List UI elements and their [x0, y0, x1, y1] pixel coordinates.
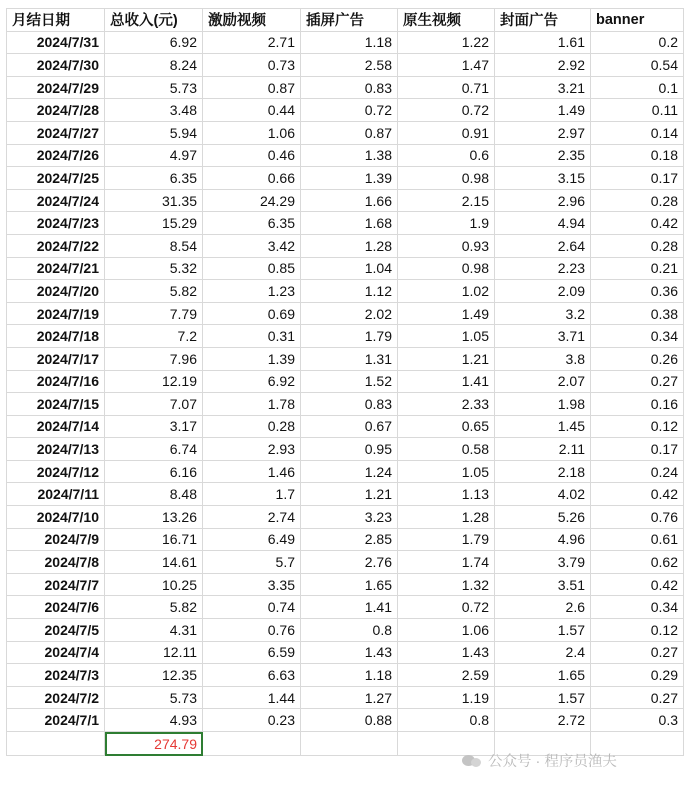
cell-interstitial[interactable]: 2.58: [301, 54, 398, 77]
table-row: [7, 506, 684, 529]
cell-native-video[interactable]: 1.05: [398, 460, 495, 483]
cell-rewarded-video[interactable]: 3.42: [203, 234, 301, 257]
spreadsheet-table: [6, 8, 684, 756]
cell-banner[interactable]: 0.2: [591, 31, 684, 54]
table-row: [7, 280, 684, 303]
cell-total[interactable]: 15.29: [105, 212, 203, 235]
cell-native-video[interactable]: 1.43: [398, 641, 495, 664]
cell-cover-ad[interactable]: 4.02: [495, 483, 591, 506]
cell-date[interactable]: 2024/7/13: [7, 438, 105, 461]
cell-banner[interactable]: 0.26: [591, 347, 684, 370]
cell-date[interactable]: 2024/7/17: [7, 347, 105, 370]
cell-cover-ad[interactable]: 2.96: [495, 189, 591, 212]
cell-native-video[interactable]: 1.32: [398, 573, 495, 596]
cell-rewarded-video[interactable]: 0.73: [203, 54, 301, 77]
cell-cover-ad[interactable]: 3.51: [495, 573, 591, 596]
cell-total[interactable]: 8.48: [105, 483, 203, 506]
cell-total[interactable]: 14.61: [105, 551, 203, 574]
table-row: [7, 551, 684, 574]
cell-total[interactable]: 5.94: [105, 121, 203, 144]
cell-native-video[interactable]: 0.65: [398, 415, 495, 438]
cell-native-video[interactable]: 1.06: [398, 619, 495, 642]
table-row: [7, 189, 684, 212]
cell-date[interactable]: 2024/7/1: [7, 709, 105, 732]
cell-cover-ad[interactable]: 4.94: [495, 212, 591, 235]
table-row: [7, 460, 684, 483]
cell-native-video[interactable]: 1.02: [398, 280, 495, 303]
cell-native-video[interactable]: 1.9: [398, 212, 495, 235]
cell-banner[interactable]: 0.28: [591, 234, 684, 257]
cell-banner[interactable]: 0.36: [591, 280, 684, 303]
cell-rewarded-video[interactable]: 24.29: [203, 189, 301, 212]
cell-native-video[interactable]: 1.19: [398, 686, 495, 709]
cell-rewarded-video[interactable]: 0.76: [203, 619, 301, 642]
cell-banner[interactable]: 0.12: [591, 619, 684, 642]
cell-cover-ad[interactable]: 2.23: [495, 257, 591, 280]
cell-interstitial[interactable]: 1.31: [301, 347, 398, 370]
header-cell-rewarded-video[interactable]: 激励视频: [203, 9, 301, 32]
cell-native-video[interactable]: 1.47: [398, 54, 495, 77]
cell-total[interactable]: 13.26: [105, 506, 203, 529]
cell-date[interactable]: 2024/7/2: [7, 686, 105, 709]
cell-rewarded-video[interactable]: 6.59: [203, 641, 301, 664]
cell-banner[interactable]: 0.62: [591, 551, 684, 574]
table-row: [7, 302, 684, 325]
cell-date[interactable]: 2024/7/31: [7, 31, 105, 54]
cell-cover-ad[interactable]: 1.98: [495, 393, 591, 416]
cell-total[interactable]: 6.92: [105, 31, 203, 54]
cell-interstitial[interactable]: 1.68: [301, 212, 398, 235]
cell-date[interactable]: 2024/7/16: [7, 370, 105, 393]
cell-banner[interactable]: 0.38: [591, 302, 684, 325]
cell-native-video[interactable]: 1.79: [398, 528, 495, 551]
header-cell-interstitial[interactable]: 插屏广告: [301, 9, 398, 32]
table-row: [7, 686, 684, 709]
cell-rewarded-video[interactable]: 1.7: [203, 483, 301, 506]
table-row: [7, 415, 684, 438]
cell-total[interactable]: 5.73: [105, 76, 203, 99]
cell-interstitial[interactable]: 2.85: [301, 528, 398, 551]
cell-native-video[interactable]: 1.21: [398, 347, 495, 370]
table-row: [7, 76, 684, 99]
cell-total[interactable]: 7.79: [105, 302, 203, 325]
cell-rewarded-video[interactable]: 0.44: [203, 99, 301, 122]
cell-rewarded-video[interactable]: 1.39: [203, 347, 301, 370]
cell-date[interactable]: 2024/7/25: [7, 167, 105, 190]
cell-native-video[interactable]: 1.49: [398, 302, 495, 325]
cell-banner[interactable]: 0.61: [591, 528, 684, 551]
cell-date[interactable]: 2024/7/18: [7, 325, 105, 348]
table-row: [7, 31, 684, 54]
cell-rewarded-video[interactable]: 0.28: [203, 415, 301, 438]
cell-rewarded-video[interactable]: 3.35: [203, 573, 301, 596]
cell-date[interactable]: 2024/7/29: [7, 76, 105, 99]
cell-banner[interactable]: 0.11: [591, 99, 684, 122]
cell-cover-ad[interactable]: 2.6: [495, 596, 591, 619]
cell-cover-ad[interactable]: 3.21: [495, 76, 591, 99]
cell-banner[interactable]: 0.27: [591, 370, 684, 393]
cell-native-video[interactable]: 2.15: [398, 189, 495, 212]
cell-rewarded-video[interactable]: 6.63: [203, 664, 301, 687]
empty-cell[interactable]: [7, 732, 105, 756]
empty-cell[interactable]: [591, 732, 684, 756]
table-row: [7, 573, 684, 596]
cell-date[interactable]: 2024/7/28: [7, 99, 105, 122]
cell-cover-ad[interactable]: 2.72: [495, 709, 591, 732]
cell-total[interactable]: 8.54: [105, 234, 203, 257]
cell-interstitial[interactable]: 2.76: [301, 551, 398, 574]
cell-interstitial[interactable]: 0.72: [301, 99, 398, 122]
cell-rewarded-video[interactable]: 6.35: [203, 212, 301, 235]
cell-interstitial[interactable]: 2.02: [301, 302, 398, 325]
header-cell-cover-ad[interactable]: 封面广告: [495, 9, 591, 32]
cell-date[interactable]: 2024/7/21: [7, 257, 105, 280]
cell-interstitial[interactable]: 1.18: [301, 31, 398, 54]
cell-banner[interactable]: 0.76: [591, 506, 684, 529]
cell-cover-ad[interactable]: 3.71: [495, 325, 591, 348]
cell-cover-ad[interactable]: 2.09: [495, 280, 591, 303]
cell-banner[interactable]: 0.21: [591, 257, 684, 280]
cell-date[interactable]: 2024/7/7: [7, 573, 105, 596]
total-sum-cell[interactable]: 274.79: [105, 732, 203, 756]
cell-cover-ad[interactable]: 1.57: [495, 619, 591, 642]
cell-total[interactable]: 10.25: [105, 573, 203, 596]
cell-native-video[interactable]: 0.91: [398, 121, 495, 144]
cell-date[interactable]: 2024/7/11: [7, 483, 105, 506]
table-row: [7, 641, 684, 664]
cell-native-video[interactable]: 2.33: [398, 393, 495, 416]
table-row: [7, 257, 684, 280]
cell-cover-ad[interactable]: 2.4: [495, 641, 591, 664]
cell-cover-ad[interactable]: 2.11: [495, 438, 591, 461]
cell-cover-ad[interactable]: 2.35: [495, 144, 591, 167]
table-row: [7, 528, 684, 551]
cell-rewarded-video[interactable]: 1.23: [203, 280, 301, 303]
cell-rewarded-video[interactable]: 1.46: [203, 460, 301, 483]
cell-cover-ad[interactable]: 2.64: [495, 234, 591, 257]
cell-total[interactable]: 7.96: [105, 347, 203, 370]
cell-total[interactable]: 6.35: [105, 167, 203, 190]
cell-interstitial[interactable]: 1.43: [301, 641, 398, 664]
table-row: [7, 664, 684, 687]
cell-interstitial[interactable]: 1.66: [301, 189, 398, 212]
cell-interstitial[interactable]: 1.12: [301, 280, 398, 303]
header-cell-date[interactable]: 月结日期: [7, 9, 105, 32]
cell-date[interactable]: 2024/7/22: [7, 234, 105, 257]
cell-date[interactable]: 2024/7/9: [7, 528, 105, 551]
table-row: [7, 212, 684, 235]
cell-cover-ad[interactable]: 4.96: [495, 528, 591, 551]
cell-total[interactable]: 12.11: [105, 641, 203, 664]
cell-total[interactable]: 12.19: [105, 370, 203, 393]
cell-rewarded-video[interactable]: 6.92: [203, 370, 301, 393]
table-row: [7, 167, 684, 190]
cell-native-video[interactable]: 1.13: [398, 483, 495, 506]
header-row: [7, 9, 684, 32]
header-cell-native-video[interactable]: 原生视频: [398, 9, 495, 32]
cell-rewarded-video[interactable]: 0.46: [203, 144, 301, 167]
cell-total[interactable]: 5.73: [105, 686, 203, 709]
table-row: [7, 54, 684, 77]
empty-cell[interactable]: [398, 732, 495, 756]
cell-total[interactable]: 3.48: [105, 99, 203, 122]
cell-date[interactable]: 2024/7/8: [7, 551, 105, 574]
cell-date[interactable]: 2024/7/15: [7, 393, 105, 416]
cell-total[interactable]: 7.07: [105, 393, 203, 416]
cell-rewarded-video[interactable]: 1.44: [203, 686, 301, 709]
cell-total[interactable]: 12.35: [105, 664, 203, 687]
cell-native-video[interactable]: 1.28: [398, 506, 495, 529]
cell-interstitial[interactable]: 0.83: [301, 393, 398, 416]
cell-rewarded-video[interactable]: 0.66: [203, 167, 301, 190]
table-row: [7, 393, 684, 416]
cell-total[interactable]: 31.35: [105, 189, 203, 212]
cell-cover-ad[interactable]: 3.79: [495, 551, 591, 574]
cell-date[interactable]: 2024/7/12: [7, 460, 105, 483]
cell-cover-ad[interactable]: 1.49: [495, 99, 591, 122]
cell-banner[interactable]: 0.3: [591, 709, 684, 732]
cell-banner[interactable]: 0.17: [591, 438, 684, 461]
cell-banner[interactable]: 0.24: [591, 460, 684, 483]
table-row: [7, 144, 684, 167]
cell-banner[interactable]: 0.27: [591, 686, 684, 709]
cell-date[interactable]: 2024/7/20: [7, 280, 105, 303]
cell-rewarded-video[interactable]: 2.74: [203, 506, 301, 529]
cell-cover-ad[interactable]: 1.57: [495, 686, 591, 709]
cell-date[interactable]: 2024/7/5: [7, 619, 105, 642]
table-row: [7, 596, 684, 619]
table-row: [7, 483, 684, 506]
cell-banner[interactable]: 0.18: [591, 144, 684, 167]
cell-cover-ad[interactable]: 2.97: [495, 121, 591, 144]
cell-banner[interactable]: 0.34: [591, 325, 684, 348]
cell-banner[interactable]: 0.54: [591, 54, 684, 77]
cell-total[interactable]: 16.71: [105, 528, 203, 551]
cell-rewarded-video[interactable]: 1.06: [203, 121, 301, 144]
cell-date[interactable]: 2024/7/30: [7, 54, 105, 77]
cell-native-video[interactable]: 1.05: [398, 325, 495, 348]
cell-banner[interactable]: 0.27: [591, 641, 684, 664]
cell-interstitial[interactable]: 0.87: [301, 121, 398, 144]
cell-date[interactable]: 2024/7/27: [7, 121, 105, 144]
cell-cover-ad[interactable]: 5.26: [495, 506, 591, 529]
cell-banner[interactable]: 0.1: [591, 76, 684, 99]
cell-banner[interactable]: 0.12: [591, 415, 684, 438]
cell-native-video[interactable]: 0.6: [398, 144, 495, 167]
cell-rewarded-video[interactable]: 1.78: [203, 393, 301, 416]
cell-rewarded-video[interactable]: 0.74: [203, 596, 301, 619]
cell-interstitial[interactable]: 1.65: [301, 573, 398, 596]
header-cell-banner[interactable]: banner: [591, 9, 684, 32]
cell-interstitial[interactable]: 0.95: [301, 438, 398, 461]
cell-date[interactable]: 2024/7/3: [7, 664, 105, 687]
cell-banner[interactable]: 0.42: [591, 483, 684, 506]
table-row: [7, 347, 684, 370]
cell-native-video[interactable]: 0.71: [398, 76, 495, 99]
cell-total[interactable]: 8.24: [105, 54, 203, 77]
cell-cover-ad[interactable]: 1.65: [495, 664, 591, 687]
cell-total[interactable]: 7.2: [105, 325, 203, 348]
cell-native-video[interactable]: 1.41: [398, 370, 495, 393]
table-row: [7, 121, 684, 144]
cell-interstitial[interactable]: 1.18: [301, 664, 398, 687]
cell-banner[interactable]: 0.29: [591, 664, 684, 687]
cell-interstitial[interactable]: 1.21: [301, 483, 398, 506]
cell-interstitial[interactable]: 1.52: [301, 370, 398, 393]
cell-cover-ad[interactable]: 1.45: [495, 415, 591, 438]
cell-total[interactable]: 6.16: [105, 460, 203, 483]
cell-date[interactable]: 2024/7/4: [7, 641, 105, 664]
cell-cover-ad[interactable]: 3.2: [495, 302, 591, 325]
cell-banner[interactable]: 0.42: [591, 212, 684, 235]
cell-interstitial[interactable]: 1.39: [301, 167, 398, 190]
cell-total[interactable]: 4.97: [105, 144, 203, 167]
empty-cell[interactable]: [301, 732, 398, 756]
cell-rewarded-video[interactable]: 6.49: [203, 528, 301, 551]
table-row: [7, 370, 684, 393]
table-row: [7, 325, 684, 348]
cell-interstitial[interactable]: 1.04: [301, 257, 398, 280]
cell-interstitial[interactable]: 1.28: [301, 234, 398, 257]
cell-native-video[interactable]: 1.74: [398, 551, 495, 574]
cell-interstitial[interactable]: 0.67: [301, 415, 398, 438]
cell-total[interactable]: 3.17: [105, 415, 203, 438]
cell-native-video[interactable]: 1.22: [398, 31, 495, 54]
cell-native-video[interactable]: 2.59: [398, 664, 495, 687]
cell-rewarded-video[interactable]: 0.31: [203, 325, 301, 348]
cell-interstitial[interactable]: 1.41: [301, 596, 398, 619]
cell-interstitial[interactable]: 0.8: [301, 619, 398, 642]
cell-total[interactable]: 5.32: [105, 257, 203, 280]
cell-rewarded-video[interactable]: 2.93: [203, 438, 301, 461]
table-row: [7, 234, 684, 257]
cell-banner[interactable]: 0.28: [591, 189, 684, 212]
empty-cell[interactable]: [203, 732, 301, 756]
cell-rewarded-video[interactable]: 0.87: [203, 76, 301, 99]
cell-banner[interactable]: 0.17: [591, 167, 684, 190]
cell-total[interactable]: 5.82: [105, 596, 203, 619]
cell-banner[interactable]: 0.34: [591, 596, 684, 619]
cell-rewarded-video[interactable]: 0.23: [203, 709, 301, 732]
total-row: [7, 732, 684, 756]
cell-interstitial[interactable]: 0.83: [301, 76, 398, 99]
cell-interstitial[interactable]: 1.38: [301, 144, 398, 167]
cell-cover-ad[interactable]: 2.07: [495, 370, 591, 393]
cell-date[interactable]: 2024/7/19: [7, 302, 105, 325]
table-row: [7, 438, 684, 461]
cell-native-video[interactable]: 0.8: [398, 709, 495, 732]
cell-rewarded-video[interactable]: 0.85: [203, 257, 301, 280]
cell-total[interactable]: 5.82: [105, 280, 203, 303]
cell-native-video[interactable]: 0.72: [398, 99, 495, 122]
cell-interstitial[interactable]: 1.27: [301, 686, 398, 709]
cell-interstitial[interactable]: 3.23: [301, 506, 398, 529]
cell-cover-ad[interactable]: 2.92: [495, 54, 591, 77]
cell-cover-ad[interactable]: 1.61: [495, 31, 591, 54]
cell-rewarded-video[interactable]: 2.71: [203, 31, 301, 54]
table-row: [7, 709, 684, 732]
cell-native-video[interactable]: 0.58: [398, 438, 495, 461]
cell-total[interactable]: 4.93: [105, 709, 203, 732]
cell-cover-ad[interactable]: 3.15: [495, 167, 591, 190]
cell-date[interactable]: 2024/7/10: [7, 506, 105, 529]
header-cell-total[interactable]: 总收入(元): [105, 9, 203, 32]
cell-native-video[interactable]: 0.98: [398, 167, 495, 190]
cell-cover-ad[interactable]: 2.18: [495, 460, 591, 483]
table-row: [7, 99, 684, 122]
cell-native-video[interactable]: 0.93: [398, 234, 495, 257]
cell-total[interactable]: 6.74: [105, 438, 203, 461]
cell-banner[interactable]: 0.42: [591, 573, 684, 596]
cell-interstitial[interactable]: 1.79: [301, 325, 398, 348]
cell-native-video[interactable]: 0.72: [398, 596, 495, 619]
cell-date[interactable]: 2024/7/24: [7, 189, 105, 212]
watermark-text: 公众号 · 程序员渔夫: [488, 754, 617, 770]
cell-banner[interactable]: 0.16: [591, 393, 684, 416]
cell-date[interactable]: 2024/7/14: [7, 415, 105, 438]
cell-cover-ad[interactable]: 3.8: [495, 347, 591, 370]
cell-date[interactable]: 2024/7/26: [7, 144, 105, 167]
cell-total[interactable]: 4.31: [105, 619, 203, 642]
cell-rewarded-video[interactable]: 0.69: [203, 302, 301, 325]
cell-rewarded-video[interactable]: 5.7: [203, 551, 301, 574]
empty-cell[interactable]: [495, 732, 591, 756]
cell-banner[interactable]: 0.14: [591, 121, 684, 144]
cell-date[interactable]: 2024/7/23: [7, 212, 105, 235]
table-row: [7, 619, 684, 642]
cell-date[interactable]: 2024/7/6: [7, 596, 105, 619]
cell-interstitial[interactable]: 1.24: [301, 460, 398, 483]
cell-interstitial[interactable]: 0.88: [301, 709, 398, 732]
cell-native-video[interactable]: 0.98: [398, 257, 495, 280]
